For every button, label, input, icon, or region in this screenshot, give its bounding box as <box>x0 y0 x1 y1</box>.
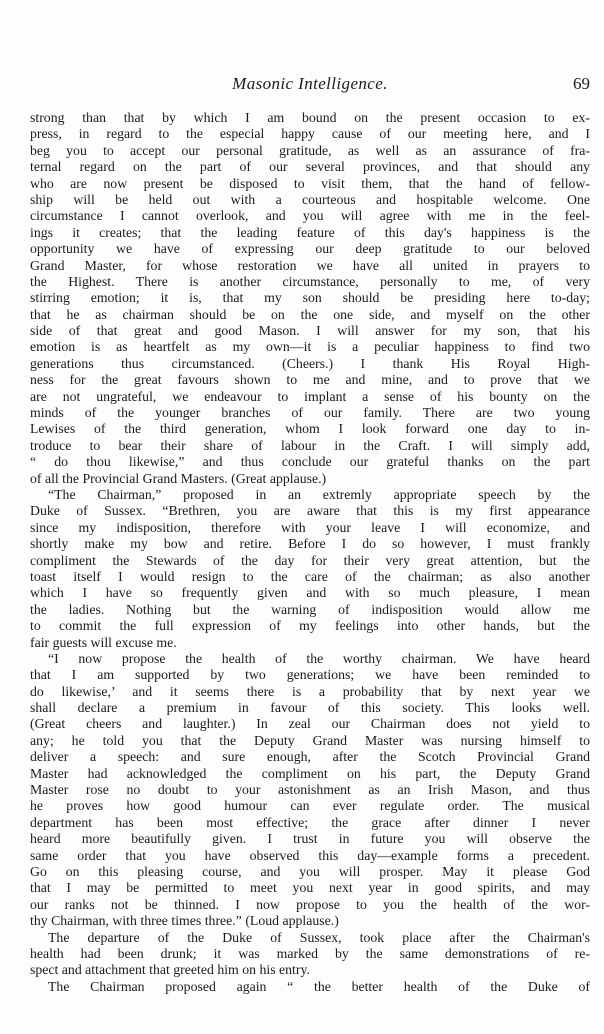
text-line: The departure of the Duke of Sussex, took place after the Chairman's <box>48 929 590 945</box>
text-line: who are now present be disposed to visit them, that the hand of fellow- <box>30 175 590 191</box>
text-line: same order that you have observed this day—example forms a precedent. <box>30 847 590 863</box>
text-line: Lewises of the third generation, whom I look forward one day to in- <box>30 421 590 437</box>
text-line: do likewise,’ and it seems there is a probability that by next year we <box>30 683 590 699</box>
text-line: generations thus circumstanced. (Cheers.) I thank His Royal High- <box>30 355 590 371</box>
text-line: toast itself I would resign to the care of the chairman; as also another <box>30 568 590 584</box>
text-line: the Highest. There is another circumstance, personally to me, of very <box>30 273 590 289</box>
text-line: opportunity we have of expressing our deep gratitude to our beloved <box>30 241 590 257</box>
text-line: are not ungrateful, we endeavour to implant a sense of his bounty on the <box>30 388 590 404</box>
text-line: strong than that by which I am bound on the present occasion to ex- <box>30 110 590 125</box>
text-line: Go on this pleasing course, and you will prosper. May it please God <box>30 863 590 879</box>
text-line: troduce to bear their share of labour in the Craft. I will simply add, <box>30 437 590 453</box>
text-line: spect and attachment that greeted him on his entry. <box>30 962 310 978</box>
text-line: thy Chairman, with three times three.” (Loud applause.) <box>30 913 339 929</box>
text-line: health had been drunk; it was marked by the same demonstrations of re- <box>30 945 590 961</box>
text-line: fair guests will excuse me. <box>30 634 177 650</box>
text-line: Master rose no doubt to your astonishment as an Irish Mason, and thus <box>30 782 590 798</box>
text-line: compliment the Stewards of the day for their very great attention, but the <box>30 552 590 568</box>
text-line: ness for the great favours shown to me and mine, and to prove that we <box>30 372 590 388</box>
text-line: department has been most effective; the grace after dinner I never <box>30 814 590 830</box>
text-line: which I have so frequently given and with so much pleasure, I mean <box>30 585 590 601</box>
text-line: shall declare a premium in favour of this society. This looks well. <box>30 700 590 716</box>
text-line: that I may be permitted to meet you next year in good spirits, and may <box>30 880 590 896</box>
text-line: “The Chairman,” proposed in an extremly appropriate speech by the <box>48 486 590 502</box>
text-line: emotion is as heartfelt as my own—it is a peculiar happiness to find two <box>30 339 590 355</box>
text-line: circumstance I cannot overlook, and you will agree with me in the feel- <box>30 208 590 224</box>
text-line: The Chairman proposed again “ the better health of the Duke of <box>48 978 590 994</box>
text-line: to commit the full expression of my feelings into other hands, but the <box>30 618 590 634</box>
text-line: “I now propose the health of the worthy chairman. We have heard <box>48 650 590 666</box>
running-head <box>30 74 590 98</box>
text-line: ings it creates; that the leading feature of this day's happiness is the <box>30 224 590 240</box>
text-line: that I am supported by two generations; we have been reminded to <box>30 667 590 683</box>
text-line: deliver a speech: and sure enough, after the Scotch Provincial Grand <box>30 749 590 765</box>
running-head-title: Masonic Intelligence. <box>232 74 388 93</box>
text-line: press, in regard to the especial happy cause of our meeting here, and I <box>30 126 590 142</box>
text-line: beg you to accept our personal gratitude, as well as an assurance of fra- <box>30 142 590 158</box>
text-line: the ladies. Nothing but the warning of indisposition would allow me <box>30 601 590 617</box>
text-line: Master had acknowledged the compliment on his part, the Deputy Grand <box>30 765 590 781</box>
text-line: since my indisposition, therefore with your leave I will economize, and <box>30 519 590 535</box>
text-line: that he as chairman should be on the one side, and myself on the other <box>30 306 590 322</box>
body-text <box>30 110 590 995</box>
text-line: shortly make my bow and retire. Before I do so however, I must frankly <box>30 536 590 552</box>
text-line: (Great cheers and laughter.) In zeal our Chairman does not yield to <box>30 716 590 732</box>
text-line: heard more beautifully given. I trust in future you will observe the <box>30 831 590 847</box>
text-line: any; he told you that the Deputy Grand Master was nursing himself to <box>30 732 590 748</box>
text-line: Duke of Sussex. “Brethren, you are aware that this is my first appearance <box>30 503 590 519</box>
text-line: Grand Master, for whose restoration we have all united in prayers to <box>30 257 590 273</box>
text-line: “ do thou likewise,” and thus conclude our grateful thanks on the part <box>30 454 590 470</box>
text-line: ship will be held out with a courteous and hospitable welcome. One <box>30 191 590 207</box>
text-line: stirring emotion; it is, that my son should be presiding here to-day; <box>30 290 590 306</box>
text-line: side of that great and good Mason. I will answer for my son, that his <box>30 323 590 339</box>
page-number: 69 <box>573 74 590 93</box>
text-line: ternal regard on the part of our several provinces, and that should any <box>30 159 590 175</box>
text-line: minds of the younger branches of our family. There are two young <box>30 405 590 421</box>
text-line: of all the Provincial Grand Masters. (Great applause.) <box>30 470 327 486</box>
text-line: our ranks not be thinned. I now propose to you the health of the wor- <box>30 896 590 912</box>
text-line: he proves how good humour can ever regulate order. The musical <box>30 798 590 814</box>
